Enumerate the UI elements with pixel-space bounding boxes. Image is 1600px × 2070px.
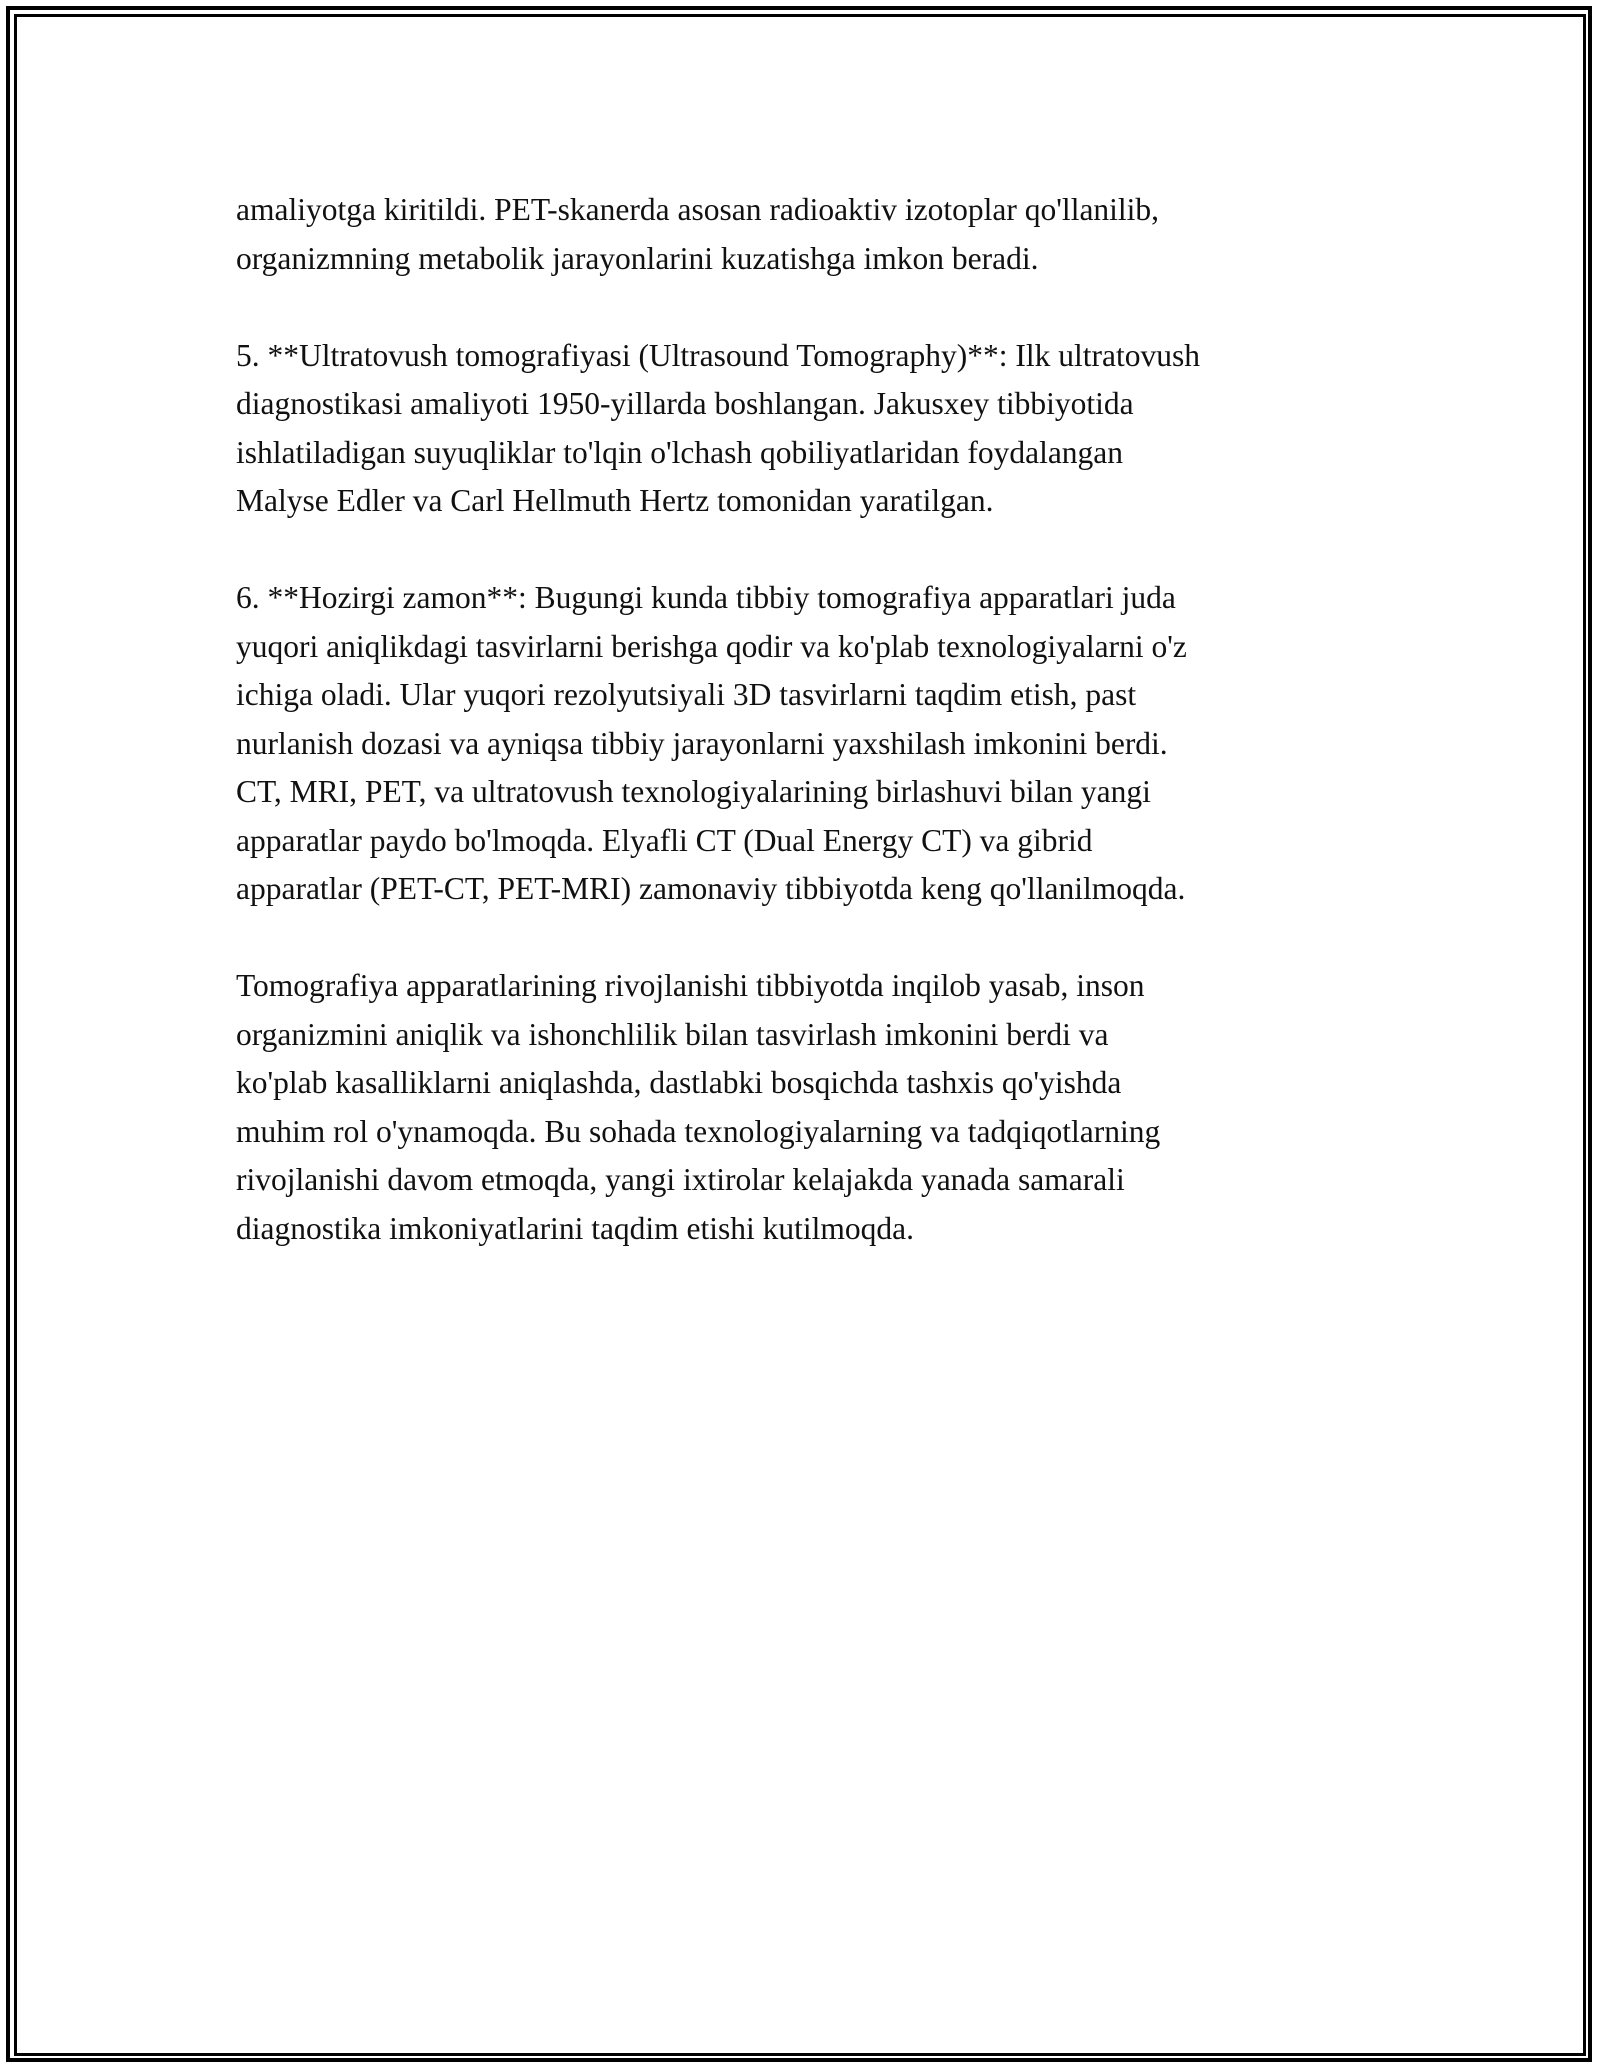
paragraph-conclusion: Tomografiya apparatlarining rivojlanishi tibbiyotda inqilob yasab, inson organizmini aniqlik va ishonchlilik bilan tasvirlash imkonini berdi va ko'plab kasalliklarni aniqlashda, dastlabki bosqichda tashxis qo'yishda muhim rol o'ynamoqda. Bu sohada texnologiyalarning va tadqiqotlarning rivojlanishi davom etmoqda, yangi ixtirolar kelajakda yanada samarali diagnostika imkoniyatlarini taqdim etishi kutilmoqda. [236,968,1161,1246]
document-body [236,186,1406,1302]
paragraph-modern-era: 6. **Hozirgi zamon**: Bugungi kunda tibbiy tomografiya apparatlari juda yuqori aniqlikdagi tasvirlarni berishga qodir va ko'plab texnologiyalarni o'z ichiga oladi. Ular yuqori rezolyutsiyali 3D tasvirlarni taqdim etish, past nurlanish dozasi va ayniqsa tibbiy jarayonlarni yaxshilash imkonini berdi. CT, MRI, PET, va ultratovush texnologiyalarining birlashuvi bilan yangi apparatlar paydo bo'lmoqda. Elyafli CT (Dual Energy CT) va gibrid apparatlar (PET-CT, PET-MRI) zamonaviy tibbiyotda keng qo'llanilmoqda. [236,580,1187,906]
paragraph-ultrasound-tomography: 5. **Ultratovush tomografiyasi (Ultrasound Tomography)**: Ilk ultratovush diagnostikasi amaliyoti 1950-yillarda boshlangan. Jakusxey tibbiyotida ishlatiladigan suyuqliklar to'lqin o'lchash qobiliyatlaridan foydalangan Malyse Edler va Carl Hellmuth Hertz tomonidan yaratilgan. [236,337,1200,518]
paragraph-pet-continuation: amaliyotga kiritildi. PET-skanerda asosan radioaktiv izotoplar qo'llanilib, organizmning metabolik jarayonlarini kuzatishga imkon beradi. [236,192,1160,276]
